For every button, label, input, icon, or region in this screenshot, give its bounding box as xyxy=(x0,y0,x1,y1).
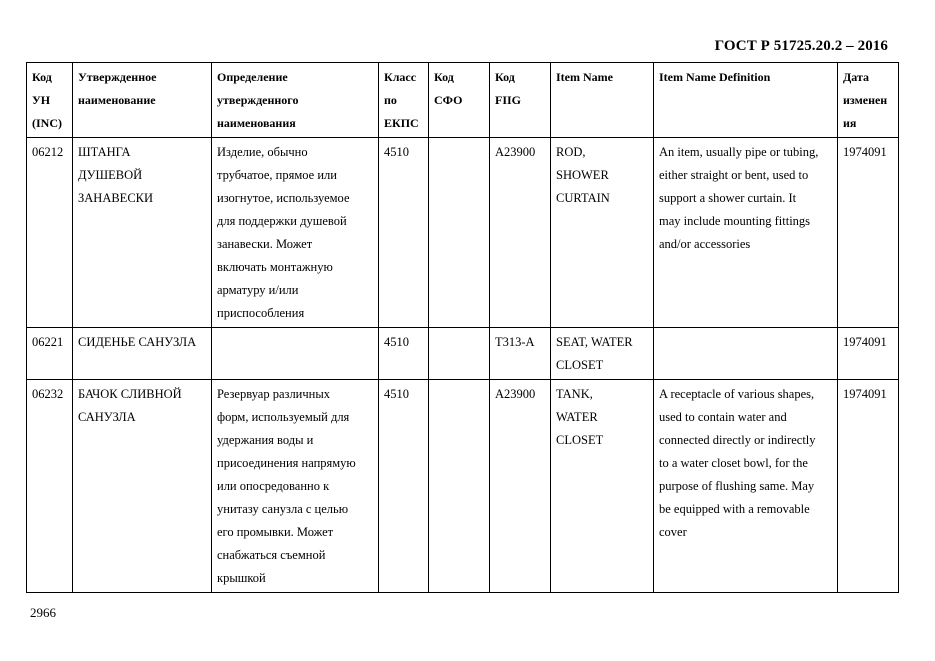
document-code-header: ГОСТ Р 51725.20.2 – 2016 xyxy=(714,38,888,54)
col-header-line: Код xyxy=(434,70,454,84)
col-header-line: изменен xyxy=(843,93,888,107)
cell-text-line: ШТАНГА xyxy=(78,145,131,159)
cell-text-line: SEAT, WATER xyxy=(556,335,633,349)
col-header-line: наименования xyxy=(217,116,296,130)
col-header-fiig-code xyxy=(490,63,551,138)
col-header-line: Код xyxy=(32,70,52,84)
cell-text-line: арматуру и/или xyxy=(217,283,299,297)
cell-text-line: форм, используемый для xyxy=(217,410,350,424)
cell-text-line: CURTAIN xyxy=(556,191,610,205)
cell-text-line: purpose of flushing same. May xyxy=(659,479,815,493)
cell-text-line: занавески. Может xyxy=(217,237,313,251)
cell-text-line: cover xyxy=(659,525,687,539)
cell-text-line: САНУЗЛА xyxy=(78,410,136,424)
cell-text-line: used to contain water and xyxy=(659,410,787,424)
cell-text-line: удержания воды и xyxy=(217,433,314,447)
cell-text-line: для поддержки душевой xyxy=(217,214,347,228)
col-header-line: утвержденного xyxy=(217,93,299,107)
cell-approved-name xyxy=(73,138,212,328)
cell-text-line: An item, usually pipe or tubing, xyxy=(659,145,819,159)
cell-code: 06212 xyxy=(27,138,73,328)
col-header-line: Определение xyxy=(217,70,288,84)
cell-text-line: ДУШЕВОЙ xyxy=(78,168,143,182)
cell-class: 4510 xyxy=(379,138,429,328)
cell-text-line: A receptacle of various shapes, xyxy=(659,387,815,401)
cell-text-line: его промывки. Может xyxy=(217,525,334,539)
col-header-item-name-definition xyxy=(654,63,838,138)
cell-approved-name xyxy=(73,380,212,593)
col-header-line: СФО xyxy=(434,93,463,107)
col-header-line: УН xyxy=(32,93,51,107)
col-header-line: (INC) xyxy=(32,116,62,130)
col-header-line: Item Name xyxy=(556,70,613,84)
cell-change-date: 1974091 xyxy=(838,328,899,380)
cell-change-date: 1974091 xyxy=(838,138,899,328)
col-header-code xyxy=(27,63,73,138)
col-header-definition xyxy=(212,63,379,138)
col-header-change-date xyxy=(838,63,899,138)
table-row xyxy=(27,138,899,328)
cell-fiig-code: A23900 xyxy=(490,138,551,328)
cell-text-line: СИДЕНЬЕ САНУЗЛА xyxy=(78,335,197,349)
cell-text-line: приспособления xyxy=(217,306,305,320)
cell-text-line: TANK, xyxy=(556,387,593,401)
cell-code: 06232 xyxy=(27,380,73,593)
cell-code: 06221 xyxy=(27,328,73,380)
cell-item-name xyxy=(551,138,654,328)
cell-item-name-definition xyxy=(654,380,838,593)
cell-text-line: be equipped with a removable xyxy=(659,502,810,516)
cell-text-line: унитазу санузла с целью xyxy=(217,502,349,516)
cell-text-line: either straight or bent, used to xyxy=(659,168,809,182)
cell-text-line: Резервуар различных xyxy=(217,387,330,401)
table-row xyxy=(27,380,899,593)
table-header-row xyxy=(27,63,899,138)
cell-definition xyxy=(212,328,379,380)
cell-definition xyxy=(212,138,379,328)
cell-text-line: WATER xyxy=(556,410,598,424)
table-row xyxy=(27,328,899,380)
cell-item-name xyxy=(551,328,654,380)
cell-text-line: ЗАНАВЕСКИ xyxy=(78,191,154,205)
col-header-line: Дата xyxy=(843,70,869,84)
cell-text-line: may include mounting fittings xyxy=(659,214,811,228)
col-header-item-name xyxy=(551,63,654,138)
page-number: 2966 xyxy=(30,605,56,620)
cell-approved-name xyxy=(73,328,212,380)
cell-text-line: крышкой xyxy=(217,571,266,585)
cell-text-line: снабжаться съемной xyxy=(217,548,326,562)
cell-item-name-definition xyxy=(654,138,838,328)
col-header-line: Item Name Definition xyxy=(659,70,771,84)
col-header-line: Код xyxy=(495,70,515,84)
cell-sfo-code xyxy=(429,138,490,328)
cell-item-name xyxy=(551,380,654,593)
cell-item-name-definition xyxy=(654,328,838,380)
cell-text-line: connected directly or indirectly xyxy=(659,433,816,447)
cell-class: 4510 xyxy=(379,328,429,380)
col-header-line: ия xyxy=(843,116,857,130)
cell-text-line: CLOSET xyxy=(556,358,604,372)
col-header-line: FIIG xyxy=(495,93,522,107)
cell-text-line: БАЧОК СЛИВНОЙ xyxy=(78,387,182,401)
col-header-line: по xyxy=(384,93,397,107)
col-header-line: ЕКПС xyxy=(384,116,419,130)
cell-text-line: to a water closet bowl, for the xyxy=(659,456,808,470)
cell-definition xyxy=(212,380,379,593)
cell-fiig-code: T313-A xyxy=(490,328,551,380)
cell-text-line: трубчатое, прямое или xyxy=(217,168,337,182)
cell-text-line: support a shower curtain. It xyxy=(659,191,797,205)
cell-change-date: 1974091 xyxy=(838,380,899,593)
cell-text-line: присоединения напрямую xyxy=(217,456,356,470)
cell-fiig-code: A23900 xyxy=(490,380,551,593)
cell-text-line: CLOSET xyxy=(556,433,604,447)
cell-text-line: Изделие, обычно xyxy=(217,145,308,159)
cell-text-line: включать монтажную xyxy=(217,260,333,274)
catalog-table xyxy=(26,62,899,593)
cell-sfo-code xyxy=(429,328,490,380)
cell-class: 4510 xyxy=(379,380,429,593)
cell-text-line: ROD, xyxy=(556,145,586,159)
cell-text-line: SHOWER xyxy=(556,168,609,182)
col-header-approved-name xyxy=(73,63,212,138)
cell-text-line: или опосредованно к xyxy=(217,479,330,493)
cell-text-line: and/or accessories xyxy=(659,237,751,251)
col-header-line: Утвержденное xyxy=(78,70,157,84)
col-header-line: наименование xyxy=(78,93,156,107)
cell-sfo-code xyxy=(429,380,490,593)
col-header-class xyxy=(379,63,429,138)
col-header-sfo-code xyxy=(429,63,490,138)
col-header-line: Класс xyxy=(384,70,417,84)
cell-text-line: изогнутое, используемое xyxy=(217,191,350,205)
